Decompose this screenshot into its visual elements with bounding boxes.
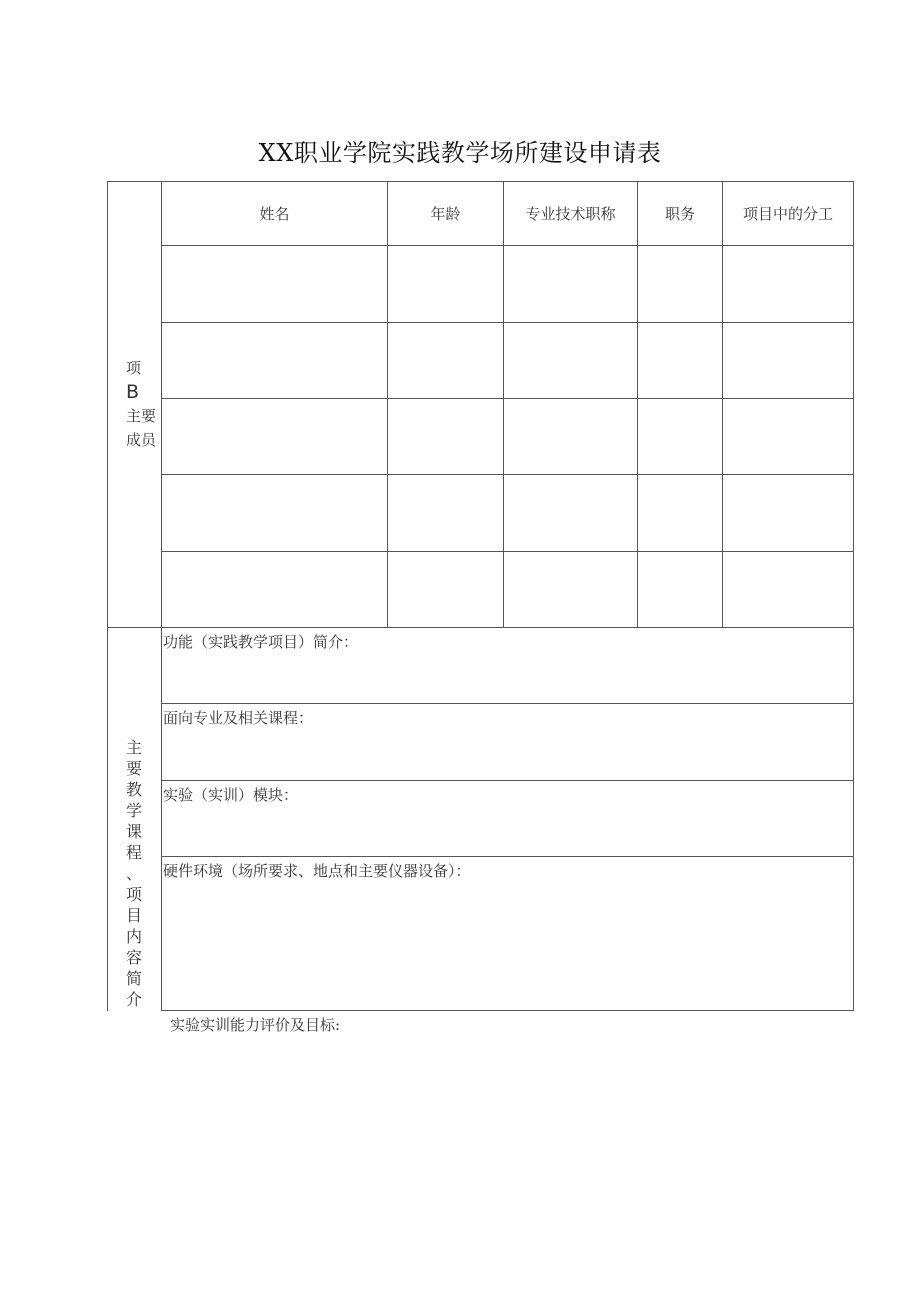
member-position-cell[interactable] — [638, 323, 722, 398]
content-label-char: 内 — [125, 927, 142, 946]
member-role-cell[interactable] — [723, 246, 853, 322]
content-label-char: 教 — [125, 780, 142, 799]
member-name-cell[interactable] — [162, 399, 387, 474]
member-role-cell[interactable] — [723, 399, 853, 474]
content-label-char: 介 — [125, 990, 142, 1009]
content-label-char: 学 — [125, 801, 142, 820]
member-age-cell[interactable] — [388, 246, 503, 322]
member-role-cell[interactable] — [723, 552, 853, 627]
members-section-bottom — [107, 627, 854, 628]
member-position-cell[interactable] — [638, 399, 722, 474]
content-label-char: 程 — [125, 843, 142, 862]
field-experiment-modules[interactable]: 实验（实训）模块： — [163, 786, 299, 804]
content-section-label — [123, 737, 145, 1010]
member-age-cell[interactable] — [388, 475, 503, 551]
header-age: 年龄 — [430, 205, 461, 223]
header-position: 职务 — [664, 205, 695, 223]
field-divider — [161, 856, 854, 857]
content-label-char: 课 — [125, 822, 142, 841]
content-label-char: 、 — [125, 864, 142, 883]
field-divider — [161, 703, 854, 704]
content-label-char: 要 — [125, 759, 142, 778]
content-label-char: 简 — [125, 969, 142, 988]
members-label-line1: 项 — [126, 359, 142, 377]
member-age-cell[interactable] — [388, 323, 503, 398]
member-title-cell[interactable] — [504, 323, 637, 398]
members-label-line2: B — [126, 381, 140, 403]
member-role-cell[interactable] — [723, 323, 853, 398]
member-title-cell[interactable] — [504, 246, 637, 322]
form-title: XX职业学院实践教学场所建设申请表 — [258, 139, 662, 167]
member-position-cell[interactable] — [638, 246, 722, 322]
member-title-cell[interactable] — [504, 475, 637, 551]
content-label-char: 主 — [125, 738, 142, 757]
content-label-char: 目 — [125, 906, 142, 925]
table-right-border — [853, 181, 854, 1011]
field-divider — [161, 780, 854, 781]
member-role-cell[interactable] — [723, 475, 853, 551]
table-left-border — [107, 181, 108, 1011]
members-label-line4: 成员 — [126, 431, 157, 449]
header-name: 姓名 — [259, 205, 290, 223]
members-label-line3: 主要 — [126, 407, 157, 425]
field-hardware-environment[interactable]: 硬件环境（场所要求、地点和主要仪器设备）： — [163, 862, 471, 880]
field-majors-courses[interactable]: 面向专业及相关课程： — [163, 709, 314, 727]
member-name-cell[interactable] — [162, 246, 387, 322]
member-name-cell[interactable] — [162, 475, 387, 551]
header-title: 专业技术职称 — [525, 205, 616, 223]
member-name-cell[interactable] — [162, 552, 387, 627]
member-position-cell[interactable] — [638, 552, 722, 627]
members-section-label — [126, 356, 156, 452]
content-label-char: 容 — [125, 948, 142, 967]
content-label-char: 项 — [125, 885, 142, 904]
member-position-cell[interactable] — [638, 475, 722, 551]
member-age-cell[interactable] — [388, 552, 503, 627]
member-name-cell[interactable] — [162, 323, 387, 398]
content-section-bottom — [161, 1010, 854, 1011]
field-function-intro[interactable]: 功能（实践教学项目）简介： — [163, 633, 359, 651]
member-title-cell[interactable] — [504, 552, 637, 627]
evaluation-goals-label: 实验实训能力评价及目标: — [170, 1016, 341, 1034]
header-role: 项目中的分工 — [742, 205, 833, 223]
member-title-cell[interactable] — [504, 399, 637, 474]
member-age-cell[interactable] — [388, 399, 503, 474]
